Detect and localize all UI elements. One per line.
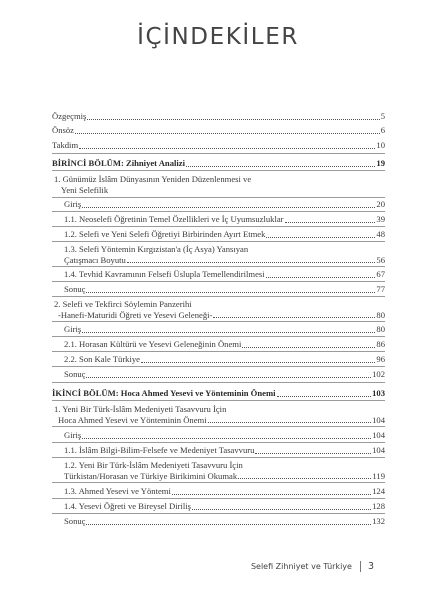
toc-entry-text: Sonuç [64,284,86,294]
toc-entry-takdim[interactable] [52,140,385,151]
section-divider [52,382,385,383]
toc-entry-1-4[interactable] [64,269,385,280]
section-divider [52,211,385,212]
toc-entry-2-1[interactable] [64,339,385,350]
toc-chapter-2[interactable] [54,299,385,320]
toc-page-number: 6 [380,125,385,135]
toc-entry-text: Yeni Selefilik [61,184,109,195]
section-divider [52,513,385,514]
footer-separator [360,561,361,572]
toc-entry-ozgecmis[interactable] [52,111,385,122]
toc-page-number: 20 [376,199,385,209]
leader-dots [186,165,375,167]
toc-page-number: 67 [376,269,385,279]
section-divider [52,336,385,337]
toc-page-number: 56 [376,254,385,265]
toc-page-number: 5 [380,111,385,121]
running-title: Selefi Zihniyet ve Türkiye [250,562,352,571]
toc-entry-text: Türkistan/Horasan ve Türkiye Birikimini Okumak [64,470,238,481]
toc-entry-text: Takdim [52,140,79,150]
toc-page-number: 104 [372,430,385,440]
toc-entry-1-3[interactable] [64,244,385,265]
toc-entry-text-line1: 1.3. Selefi Yöntemin Kırgızistan'a (İç Asya) Yansıyan [64,244,249,254]
page-footer [251,561,374,572]
toc-entry-text: Giriş [64,199,82,209]
toc-entry-1-1[interactable] [64,214,385,225]
toc-entry-text: 2.2. Son Kale Türkiye [64,354,140,364]
toc-entry-text: 2.1. Horasan Kültürü ve Yesevi Geleneğinin Önemi [64,339,242,349]
toc-page-number: 96 [376,354,385,364]
leader-dots [172,493,371,495]
section-divider [52,351,385,352]
section-divider [52,400,385,401]
toc-entry-text-line1: 1. Yeni Bir Türk-İslâm Medeniyeti Tasavvuru İçin [54,404,227,414]
toc-chapter-1[interactable] [54,174,385,195]
leader-dots [266,236,375,238]
section-divider [52,482,385,483]
toc-page-number: 39 [376,214,385,224]
toc-entry-text: Çatışmacı Boyutu [64,254,126,265]
toc-entry-1-4[interactable] [64,501,385,512]
toc-entry-text: Hoca Ahmed Yesevi ve Yönteminin Önemi [58,414,207,425]
toc-part-1[interactable] [52,158,385,169]
leader-dots [213,316,375,318]
toc-page-number: 124 [372,486,385,496]
toc-entry-text: 1.1. Neoselefi Öğretinin Temel Özellikleri ve İç Uyumsuzluklar [64,214,284,224]
leader-dots [238,477,371,479]
toc-entry-1-3[interactable] [64,486,385,497]
section-divider [52,442,385,443]
toc-entry-text: 1.2. Selefi ve Yeni Selefi Öğretiyi Birbirinden Ayırt Etmek [64,229,266,239]
toc-page-number: 102 [372,369,385,379]
toc-page-number: 10 [376,140,385,150]
toc-page-number: 119 [372,470,385,481]
section-divider [52,153,385,154]
section-divider [52,226,385,227]
page-number: 3 [367,561,374,572]
toc-entry-text: 1.4. Yesevi Öğreti ve Bireysel Diriliş [64,501,191,511]
leader-dots [127,261,376,263]
toc-entry-text-line1: 1. Günümüz İslâm Dünyasının Yeniden Düzenlenmesi ve [54,174,252,184]
toc-page-number: 103 [372,388,385,398]
page-title: İÇİNDEKİLER [137,24,299,50]
leader-dots [75,132,380,134]
toc-entry-1-2[interactable] [64,460,385,481]
section-divider [52,498,385,499]
toc-entry-text: 1.3. Ahmed Yesevi ve Yöntemi [64,486,171,496]
section-divider [52,197,385,198]
toc-page-number: 104 [372,414,385,425]
toc-entry-giris[interactable] [64,199,385,210]
leader-dots [285,221,376,223]
section-divider [52,170,385,171]
leader-dots [242,346,375,348]
toc-entry-sonuc[interactable] [64,516,385,527]
toc-page-number: 19 [376,158,385,168]
section-divider [52,321,385,322]
section-divider [52,241,385,242]
section-divider [52,366,385,367]
leader-dots [82,206,375,208]
toc-entry-text-line1: 1.2. Yeni Bir Türk-İslâm Medeniyeti Tasavvuru İçin [64,460,243,470]
toc-entry-text: Önsöz [52,125,74,135]
section-divider [52,457,385,458]
toc-entry-giris[interactable] [64,430,385,441]
toc-entry-text: BİRİNCİ BÖLÜM: Zihniyet Analizi [52,158,185,168]
toc-entry-text: Özgeçmiş [52,111,87,121]
leader-dots [86,523,371,525]
leader-dots [79,147,375,149]
leader-dots [86,376,371,378]
toc-entry-text: -Hanefi-Maturidi Öğreti ve Yesevi Geleneği- [58,309,213,320]
toc-entry-sonuc[interactable] [64,284,385,295]
toc-page-number: 77 [376,284,385,294]
toc-page-number: 132 [372,516,385,526]
toc-entry-giris[interactable] [64,324,385,335]
section-divider [52,296,385,297]
toc-page-number: 86 [376,339,385,349]
section-divider [52,281,385,282]
toc-entry-text: Sonuç [64,516,86,526]
toc-page-number: 80 [376,309,385,320]
toc-entry-text: Giriş [64,324,82,334]
leader-dots [266,276,376,278]
toc-entry-1-1[interactable] [64,445,385,456]
leader-dots [87,118,379,120]
toc-entry-text: 1.4. Tevhid Kavramının Felsefi Üslupla Temellendirilmesi [64,269,265,279]
leader-dots [82,331,375,333]
toc-page-number: 128 [372,501,385,511]
leader-dots [277,395,372,397]
toc-entry-text: Sonuç [64,369,86,379]
toc-page-number: 80 [376,324,385,334]
toc-entry-text: İKİNCİ BÖLÜM: Hoca Ahmed Yesevi ve Yönteminin Önemi [52,388,276,398]
toc-page-number: 48 [376,229,385,239]
leader-dots [86,291,375,293]
leader-dots [208,421,371,423]
toc-entry-text: Giriş [64,430,82,440]
leader-dots [255,452,371,454]
section-divider [52,426,385,427]
leader-dots [82,437,371,439]
section-divider [52,266,385,267]
toc-entry-text-line1: 2. Selefi ve Tekfirci Söylemin Panzerihi [54,299,192,309]
leader-dots [192,508,371,510]
toc-entry-1-2[interactable] [64,229,385,240]
toc-entry-sonuc[interactable] [64,369,385,380]
leader-dots [141,361,375,363]
toc-entry-text: 1.1. İslâm Bilgi-Bilim-Felsefe ve Medeniyet Tasavvuru [64,445,255,455]
toc-entry-2-2[interactable] [64,354,385,365]
toc-chapter-2-1[interactable] [54,404,385,425]
toc-page-number: 104 [372,445,385,455]
toc-entry-onsoz[interactable] [52,125,385,136]
toc-part-2[interactable] [52,388,385,399]
